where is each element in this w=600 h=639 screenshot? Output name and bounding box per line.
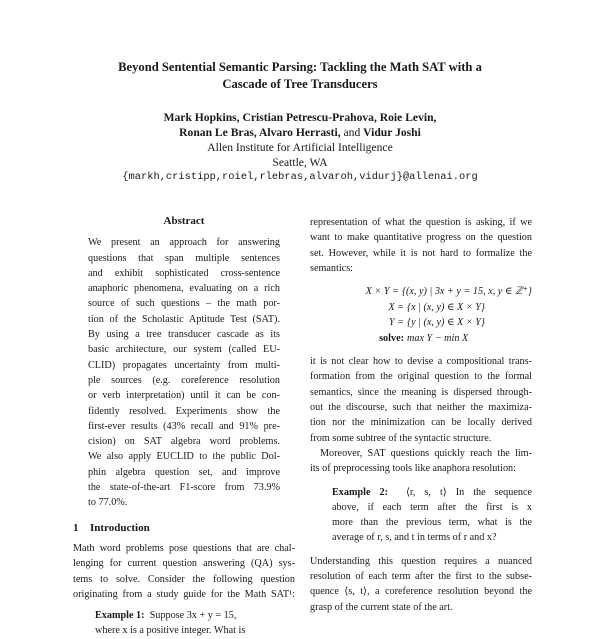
author-block: [60, 110, 540, 185]
text-line: semantics:: [310, 262, 354, 274]
example-1-text-1: Suppose 3x + y = 15,: [149, 610, 237, 622]
abstract-line: first-ever results (43% recall and 91% pre-: [88, 420, 280, 432]
author-names-line-2: [60, 125, 540, 140]
text-line: formation from the original question to the formal: [310, 371, 532, 383]
text-line: Understanding this question requires a nuanced: [310, 555, 532, 567]
paper-title: [60, 59, 540, 93]
intro-paragraph: [73, 541, 295, 602]
section-number: 1: [73, 521, 79, 534]
abstract-line: basic architecture, our system (called EU-: [88, 344, 280, 356]
abstract-line: fidently resolved. Experiments show the: [88, 405, 280, 417]
abstract-line: ple sources (e.g. coreference resolution: [88, 374, 280, 386]
section-heading-introduction: [73, 521, 295, 536]
text-line: tion nor the minimization can be locally derived: [310, 417, 532, 429]
text-line: Moreover, SAT questions quickly reach the lim-: [320, 447, 532, 459]
title-line-2: Cascade of Tree Transducers: [222, 77, 378, 91]
abstract-line: By using a tree transducer cascade as its: [88, 329, 280, 341]
example-1-line-1: [95, 608, 295, 623]
equation-rhs: {(x, y) | 3x + y = 15, x, y ∈ ℤ⁺}: [401, 286, 532, 298]
equation-rhs: {x | (x, y) ∈ X × Y}: [407, 301, 485, 313]
abstract-line: cision) on SAT algebra word problems.: [88, 436, 280, 448]
example-1: [95, 608, 295, 639]
right-paragraph-3: [310, 446, 532, 477]
abstract-heading: Abstract: [163, 215, 205, 227]
abstract-line: source of such questions – the math por-: [88, 298, 280, 310]
equation-lhs: X =: [388, 301, 404, 313]
example-2-text: more than the previous term, what is the: [332, 517, 532, 529]
right-paragraph-1: [310, 215, 532, 276]
abstract-line: CLID) propagates uncertainty from multi-: [88, 359, 280, 371]
example-2-text: average of r, s, and t in terms of r and x?: [332, 532, 497, 544]
text-line: resolution of each term after the first to the subse-: [310, 571, 532, 583]
abstract-line: phin algebra question set, and improve: [88, 466, 280, 478]
equation-row: [310, 315, 532, 331]
author-and: and: [343, 126, 361, 139]
equation-rhs: max Y − min X: [407, 332, 469, 344]
abstract-body: [88, 235, 280, 510]
title-line-1: Beyond Sentential Semantic Parsing: Tackling the Math SAT with a: [118, 60, 482, 74]
equation-row: [310, 284, 532, 300]
intro-line: tems to solve. Consider the following question: [73, 573, 295, 585]
text-line: quence ⟨s, t⟩, a coreference resolution beyond the: [310, 586, 532, 598]
author-names-line-1: Mark Hopkins, Cristian Petrescu-Prahova, Roie Levin,: [163, 111, 437, 124]
abstract-line: questions that span multiple sentences: [88, 252, 280, 264]
example-2-label: Example 2:: [332, 486, 388, 498]
equation-lhs: Y =: [388, 317, 404, 329]
text-line: from some subtree of the syntactic structure.: [310, 432, 492, 444]
equation-lhs: solve:: [379, 332, 404, 344]
example-2-line-1: [332, 485, 532, 500]
section-title: Introduction: [90, 521, 150, 534]
abstract-line: tion of the Scholastic Aptitude Test (SAT).: [88, 313, 280, 325]
example-1-text-2: where x is a positive integer. What is: [95, 625, 246, 637]
abstract-line: or verb interpretation) until it can be con-: [88, 390, 280, 402]
text-line: semantics, since the meaning is dispersed through-: [310, 386, 532, 398]
example-1-label: Example 1:: [95, 610, 145, 622]
author-names-2a: Ronan Le Bras, Alvaro Herrasti,: [179, 126, 341, 139]
intro-line: originating from a study guide for the Math SAT¹:: [73, 588, 295, 600]
example-2: [332, 485, 532, 546]
right-paragraph-2: [310, 354, 532, 446]
text-line: out the discourse, such that neither the maximiza-: [310, 402, 532, 414]
abstract-line: anaphoric phenomena, evaluating on a rich: [88, 283, 280, 295]
equation-row: [310, 300, 532, 316]
text-line: it is not clear how to devise a compositional trans-: [310, 356, 532, 368]
intro-line: Math word problems pose questions that are chal-: [73, 542, 295, 554]
abstract-line: and exhibit sophisticated cross-sentence: [88, 267, 280, 279]
right-column: [310, 215, 532, 615]
author-names-2b: Vidur Joshi: [363, 126, 421, 139]
abstract-line: We present an approach for answering: [88, 237, 280, 249]
text-line: its of preprocessing tools like anaphora resolution:: [310, 463, 516, 475]
text-line: representation of what the question is asking, if we: [310, 217, 532, 228]
equation-rhs: {y | (x, y) ∈ X × Y}: [407, 317, 485, 329]
right-paragraph-4: [310, 554, 532, 615]
example-2-text: ⟨r, s, t⟩ In the sequence: [405, 486, 532, 498]
equation-lhs: X × Y =: [365, 286, 399, 298]
left-column: [73, 214, 295, 639]
abstract-line: to 77.0%.: [88, 497, 128, 509]
example-2-text: above, if each term after the first is x: [332, 501, 532, 513]
abstract-line: the state-of-the-art F1-score from 73.9%: [88, 482, 280, 494]
author-emails: {markh,cristipp,roiel,rlebras,alvaroh,vidurj}@allenai.org: [122, 171, 478, 183]
equation-row: [310, 331, 532, 347]
intro-line: lenging for current question answering (QA) sys-: [73, 558, 295, 570]
abstract-line: We also apply EUCLID to the public Dol-: [88, 451, 280, 463]
formal-semantics-equations: [310, 284, 532, 346]
text-line: want to make quantitative progress on the question: [310, 232, 532, 244]
text-line: set. However, while it is not hard to formalize the: [310, 247, 532, 259]
city: Seattle, WA: [272, 156, 328, 169]
affiliation: Allen Institute for Artificial Intelligence: [207, 141, 393, 154]
text-line: grasp of the current state of the art.: [310, 601, 453, 613]
